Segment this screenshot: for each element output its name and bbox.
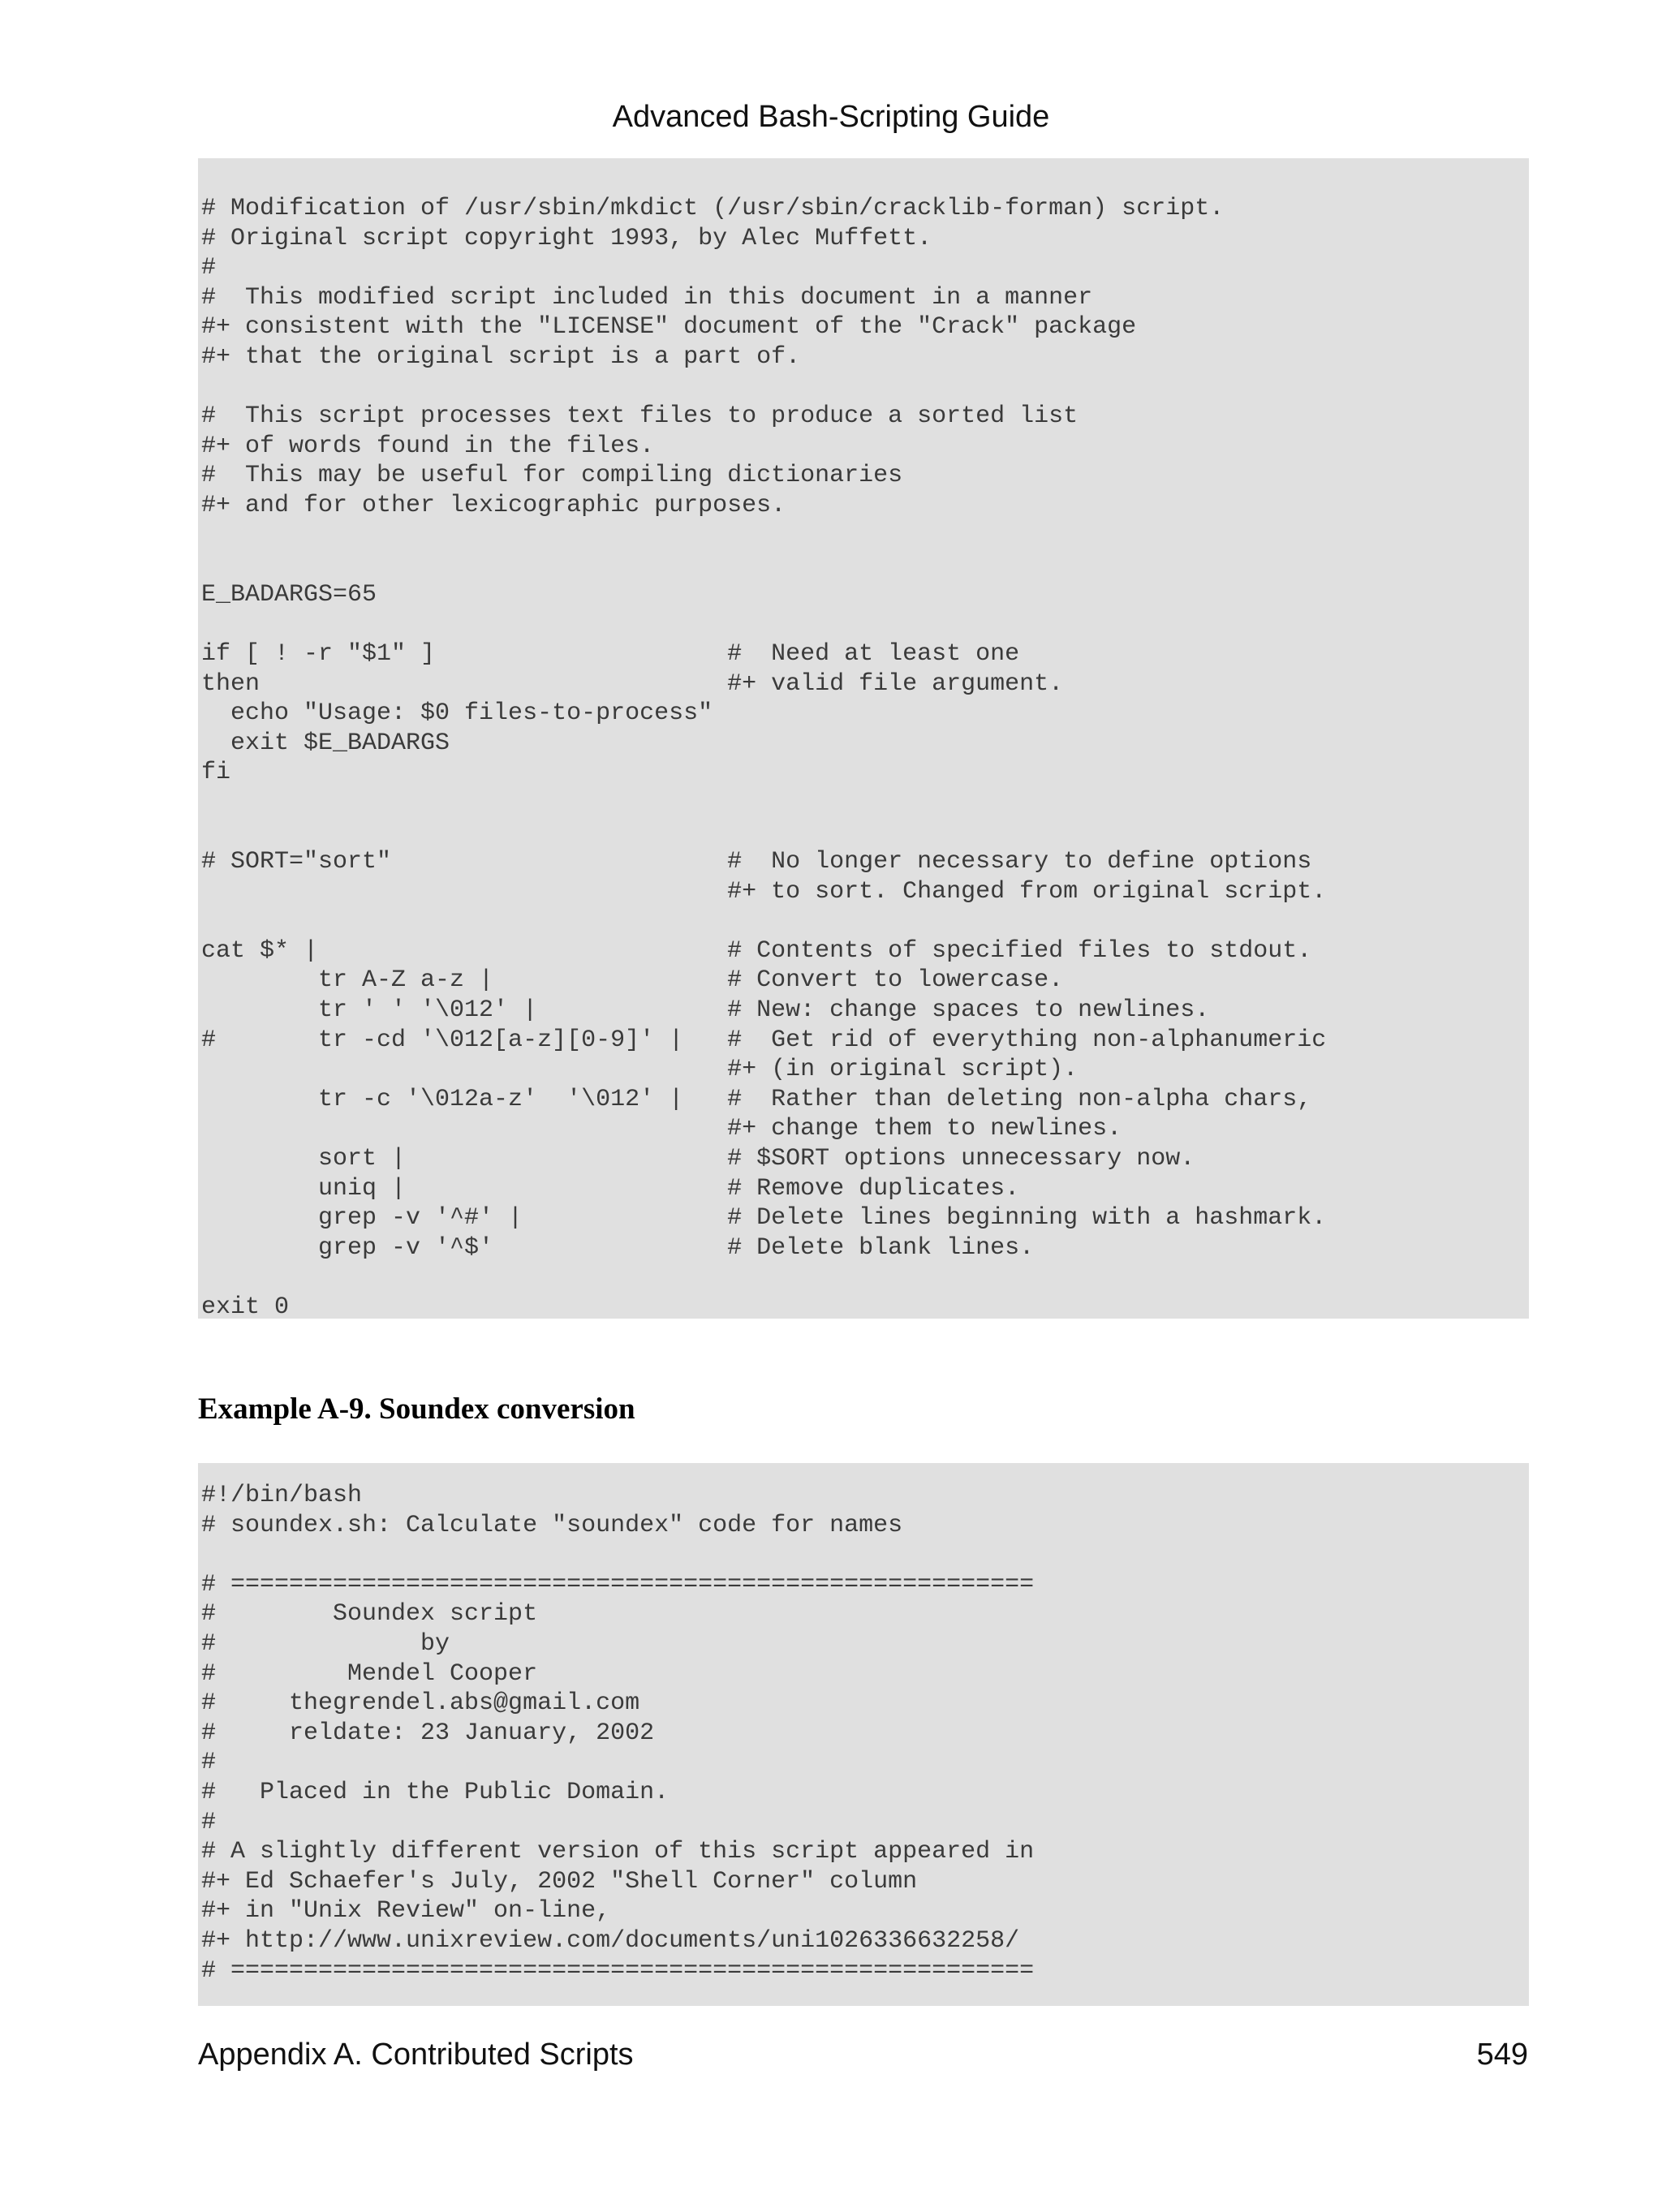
footer-section-title: Appendix A. Contributed Scripts (198, 2038, 634, 2072)
example-title: Example A-9. Soundex conversion (198, 1392, 635, 1426)
code-listing-soundex (198, 1463, 1529, 2006)
running-header: Advanced Bash-Scripting Guide (612, 100, 1050, 134)
code-text: #!/bin/bash # soundex.sh: Calculate "soundex" code for names # ======================================================= # Soundex script # by # Mendel Cooper # thegrendel.abs@gmail.com # reldate: 23 January, 2002 # # Placed in the Public Domain. # # A slightly different version of this script appeared in #+ Ed Schaefer's July, 2002 "Shell Corner" column #+ in "Unix Review" on-line, #+ http://www.unixreview.com/documents/uni1026336632258/ # ======================================================= (201, 1482, 1035, 1985)
page-number: 549 (1476, 2038, 1528, 2072)
code-text: # Modification of /usr/sbin/mkdict (/usr/sbin/cracklib-forman) script. # Original script copyright 1993, by Alec Muffett. # # This modified script included in this document in a manner #+ consistent with the "LICENSE" document of the "Crack" package #+ that the original script is a part of. # This script processes text files to produce a sorted list #+ of words found in the files. # This may be useful for compiling dictionaries #+ and for other lexicographic purposes. E_BADARGS=65 if [ ! -r "$1" ] # Need at least one then #+ valid file argument. echo "Usage: $0 files-to-process" exit $E_BADARGS fi # SORT="sort" # No longer necessary to define options #+ to sort. Changed from original script. cat $* | # Contents of specified files to stdout. tr A-Z a-z | # Convert to lowercase. tr ' ' '\012' | # New: change spaces to newlines. # tr -cd '\012[a-z][0-9]' | # Get rid of everything non-alphanumeric #+ (in original script). tr -c '\012a-z' '\012' | # Rather than deleting non-alpha chars, #+ change them to newlines. sort | # $SORT options unnecessary now. uniq | # Remove duplicates. grep -v '^#' | # Delete lines beginning with a hashmark. grep -v '^$' # Delete blank lines. exit 0 (201, 195, 1327, 1321)
code-listing-mkdict (198, 158, 1529, 1319)
